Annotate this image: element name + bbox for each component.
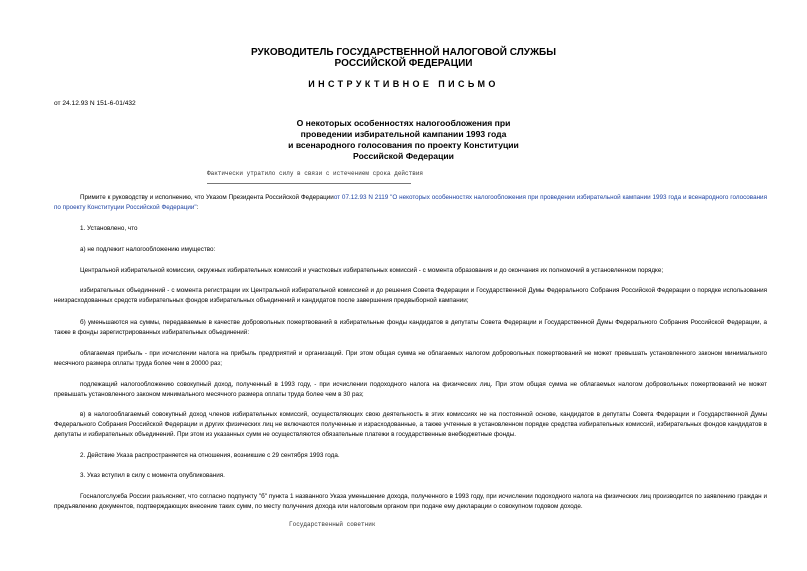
decree-link[interactable]: от 07.12.93 N 2119 "О некоторых особенностях налогообложения при проведении избирательной кампании 1993 года и всенародного голосования по проекту Конституции Российской Федерации"	[54, 194, 767, 211]
divider	[207, 183, 411, 184]
signature-title: Государственный советник	[289, 521, 376, 528]
status-note: Фактически утратило силу в связи с истечением срока действия	[207, 170, 424, 177]
intro-tail: :	[196, 204, 199, 211]
authority-line-1: РУКОВОДИТЕЛЬ ГОСУДАРСТВЕННОЙ НАЛОГОВОЙ СЛУЖБЫ	[251, 47, 556, 58]
paragraph-9: 2. Действие Указа распространяется на отношения, возникшие с 29 сентября 1993 года.	[80, 452, 340, 459]
subject-line-4: Российской Федерации	[353, 151, 454, 161]
paragraph-4: избирательных объединений - с момента регистрации их Центральной избирательной комиссией и до решения Совета Федерации и Государственной Думы Федерального Собрания Российской Федерации о порядке использования неизрасходованных средств избирательных фондов избирательных объединений и кандидатов после завершения предвыборной кампании;	[54, 287, 767, 304]
paragraph-10: 3. Указ вступил в силу с момента опубликования.	[80, 472, 225, 479]
subject-line-1: О некоторых особенностях налогообложения при	[296, 118, 511, 128]
subject-line-3: и всенародного голосования по проекту Конституции	[288, 140, 519, 150]
paragraph-6: облагаемая прибыль - при исчислении налога на прибыль предприятий и организаций. При этом общая сумма не облагаемых налогом добровольных пожертвований не может превышать установленного законом минимального месячного размера оплаты труда более чем в 20000 раз;	[54, 350, 767, 367]
paragraph-11: Госналогслужба России разъясняет, что согласно подпункту "б" пункта 1 названного Указа уменьшение дохода, полученного в 1993 году, при исчислении подоходного налога на физических лиц производится по заявлению граждан и предъявлению документов, подтверждающих внесение таких сумм, по месту получения дохода или налоговым органом при подаче ему декларации о совокупном годовом доходе.	[54, 493, 767, 510]
subject-line-2: проведении избирательной кампании 1993 года	[300, 129, 507, 139]
paragraph-2: а) не подлежит налогообложению имущество:	[80, 246, 216, 253]
paragraph-3: Центральной избирательной комиссии, окружных избирательных комиссий и участковых избирательных комиссий - с момента образования и до окончания их полномочий в установленном порядке;	[80, 267, 664, 274]
document-kind: ИНСТРУКТИВНОЕ ПИСЬМО	[308, 79, 499, 89]
paragraph-1: 1. Установлено, что	[80, 225, 138, 232]
paragraph-7: подлежащий налогообложению совокупный доход, полученный в 1993 году, - при исчислении подоходного налога на физических лиц. При этом общая сумма не облагаемых налогом добровольных пожертвований не может превышать установленного законом минимального месячного размера оплаты труда более чем в 30 раз;	[54, 381, 767, 398]
intro-paragraph	[54, 193, 767, 213]
date-number: от 24.12.93 N 151-6-01/432	[54, 100, 136, 107]
intro-text: Примите к руководству и исполнению, что Указом Президента Российской Федерации	[80, 194, 334, 201]
paragraph-5: б) уменьшаются на суммы, передаваемые в качестве добровольных пожертвований в избирательные фонды кандидатов в депутаты Совета Федерации и Государственной Думы Федерального Собрания Российской Федерации, а также в фонды зарегистрированных избирательных объединений:	[54, 319, 767, 336]
paragraph-8: в) в налогооблагаемый совокупный доход членов избирательных комиссий, осуществляющих свою деятельность в этих комиссиях не на постоянной основе, кандидатов в депутаты Совета Федерации и Государственной Думы Федерального Собрания Российской Федерации и других физических лиц не включаются полученные и израсходованные, а также учтенные в установленном порядке средства избирательных комиссий, избирательных фондов кандидатов в депутаты и избирательных объединений. При этом из указанных сумм не осуществляются обязательные платежи в государственные внебюджетные фонды.	[54, 411, 767, 438]
authority-line-2: РОССИЙСКОЙ ФЕДЕРАЦИИ	[334, 58, 473, 69]
